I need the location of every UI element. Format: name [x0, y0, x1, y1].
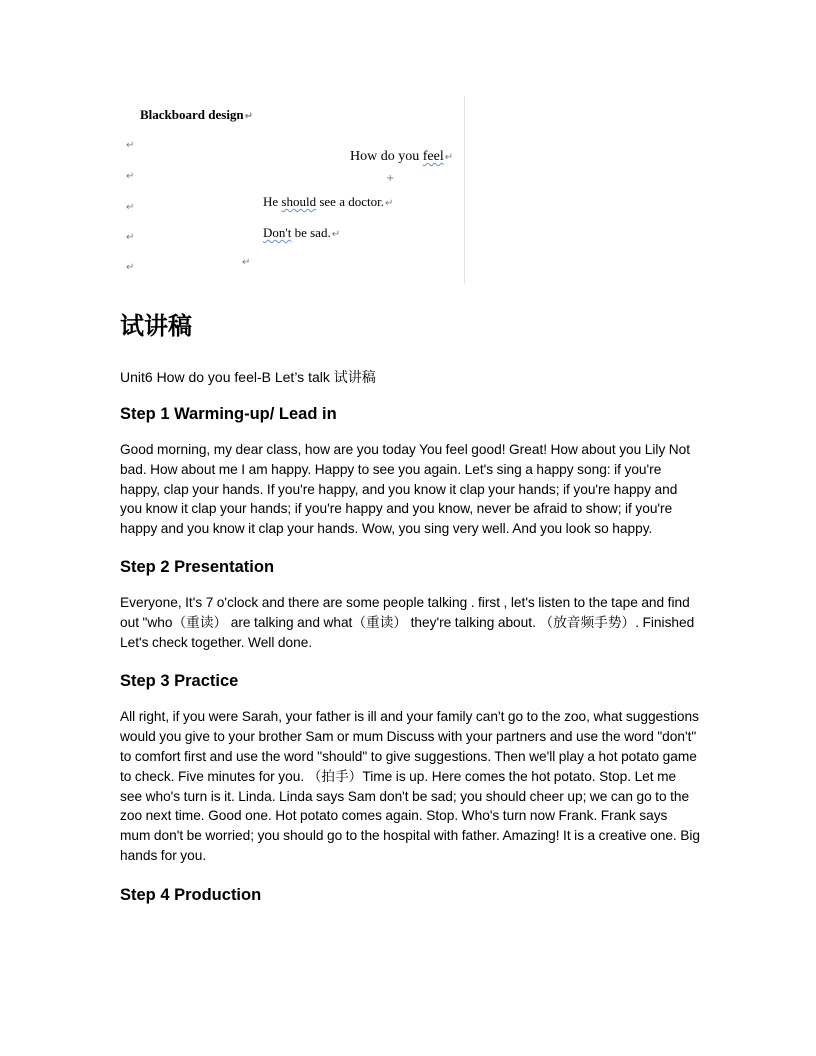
paragraph-mark-icon: ↵: [444, 152, 454, 163]
blackboard-sentence-dont: [263, 225, 340, 241]
blackboard-design-image: [118, 96, 466, 284]
paragraph-mark-icon: ↵: [331, 229, 341, 240]
blackboard-heading-plain: How do you: [350, 149, 423, 164]
blackboard-heading: [350, 149, 453, 165]
blackboard-title-text: Blackboard design: [140, 107, 244, 122]
sentence-keyword-dont: Don't: [263, 225, 292, 240]
step-1-paragraph: Good morning, my dear class, how are you today You feel good! Great! How about you Lily Not bad. How about me I am happy. Happy to see you again. Let's sing a happy song: if you're happy, clap your hands. If you're happy, and you know it clap your hands; if you're happy and you know it clap your hands; if you're happy and you know, never be afraid to show; if you're happy and you know it clap your hands. Wow, you sing very well. And you look so happy.: [120, 442, 691, 537]
step-4-heading: Step 4 Production: [120, 885, 262, 904]
sentence-part: see a doctor.: [316, 194, 384, 209]
step-2-paragraph: Everyone, It's 7 o'clock and there are some people talking . first , let's listen to the tape and find out "who（重读） are talking and what（重读） they're talking about. （放音频手势）. Finished Let's check together. Well done.: [120, 594, 695, 650]
paragraph-mark-icon: ↵: [126, 171, 135, 182]
document-subtitle: Unit6 How do you feel-B Let’s talk 试讲稿: [120, 369, 376, 385]
paragraph-mark-icon: ↵: [242, 257, 251, 268]
step-3-heading: Step 3 Practice: [120, 672, 239, 691]
sentence-keyword-should: should: [281, 194, 317, 209]
document-body: [120, 308, 700, 907]
image-edge-line: [464, 96, 465, 284]
paragraph-mark-icon: ↵: [126, 262, 135, 273]
paragraph-mark-icon: ↵: [126, 202, 135, 213]
blackboard-sentence-should: [263, 194, 393, 210]
paragraph-mark-icon: ↵: [126, 140, 135, 151]
paragraph-mark-icon: ↵: [384, 198, 394, 209]
step-2-heading: Step 2 Presentation: [120, 557, 275, 576]
paragraph-mark-icon: ↵: [126, 232, 135, 243]
paragraph-mark-icon: ↵: [244, 111, 254, 122]
sentence-part: be sad.: [291, 225, 331, 240]
step-3-paragraph: All right, if you were Sarah, your father is ill and your family can't go to the zoo, what suggestions would you give to your brother Sam or mum Discuss with your partners and use the word "don't" to comfort first and use the word "should" to give suggestions. Then we'll play a hot potato game to check. Five minutes for you. （拍手）Time is up. Here comes the hot potato. Stop. Let me see who's turn is it. Linda. Linda says Sam don't be sad; you should cheer up; we can go to the zoo next time. Good one. Hot potato comes again. Stop. Who's turn now Frank. Frank says mum don't be worried; you should go to the hospital with father. Amazing! It is a creative one. Big hands for you.: [120, 709, 701, 863]
blackboard-heading-marked-word: feel: [422, 149, 444, 164]
step-1-heading: Step 1 Warming-up/ Lead in: [120, 405, 337, 423]
small-plus-mark-icon: +: [386, 173, 395, 184]
document-title: 试讲稿: [120, 312, 192, 340]
sentence-part: He: [263, 194, 282, 209]
blackboard-title: [140, 107, 253, 123]
